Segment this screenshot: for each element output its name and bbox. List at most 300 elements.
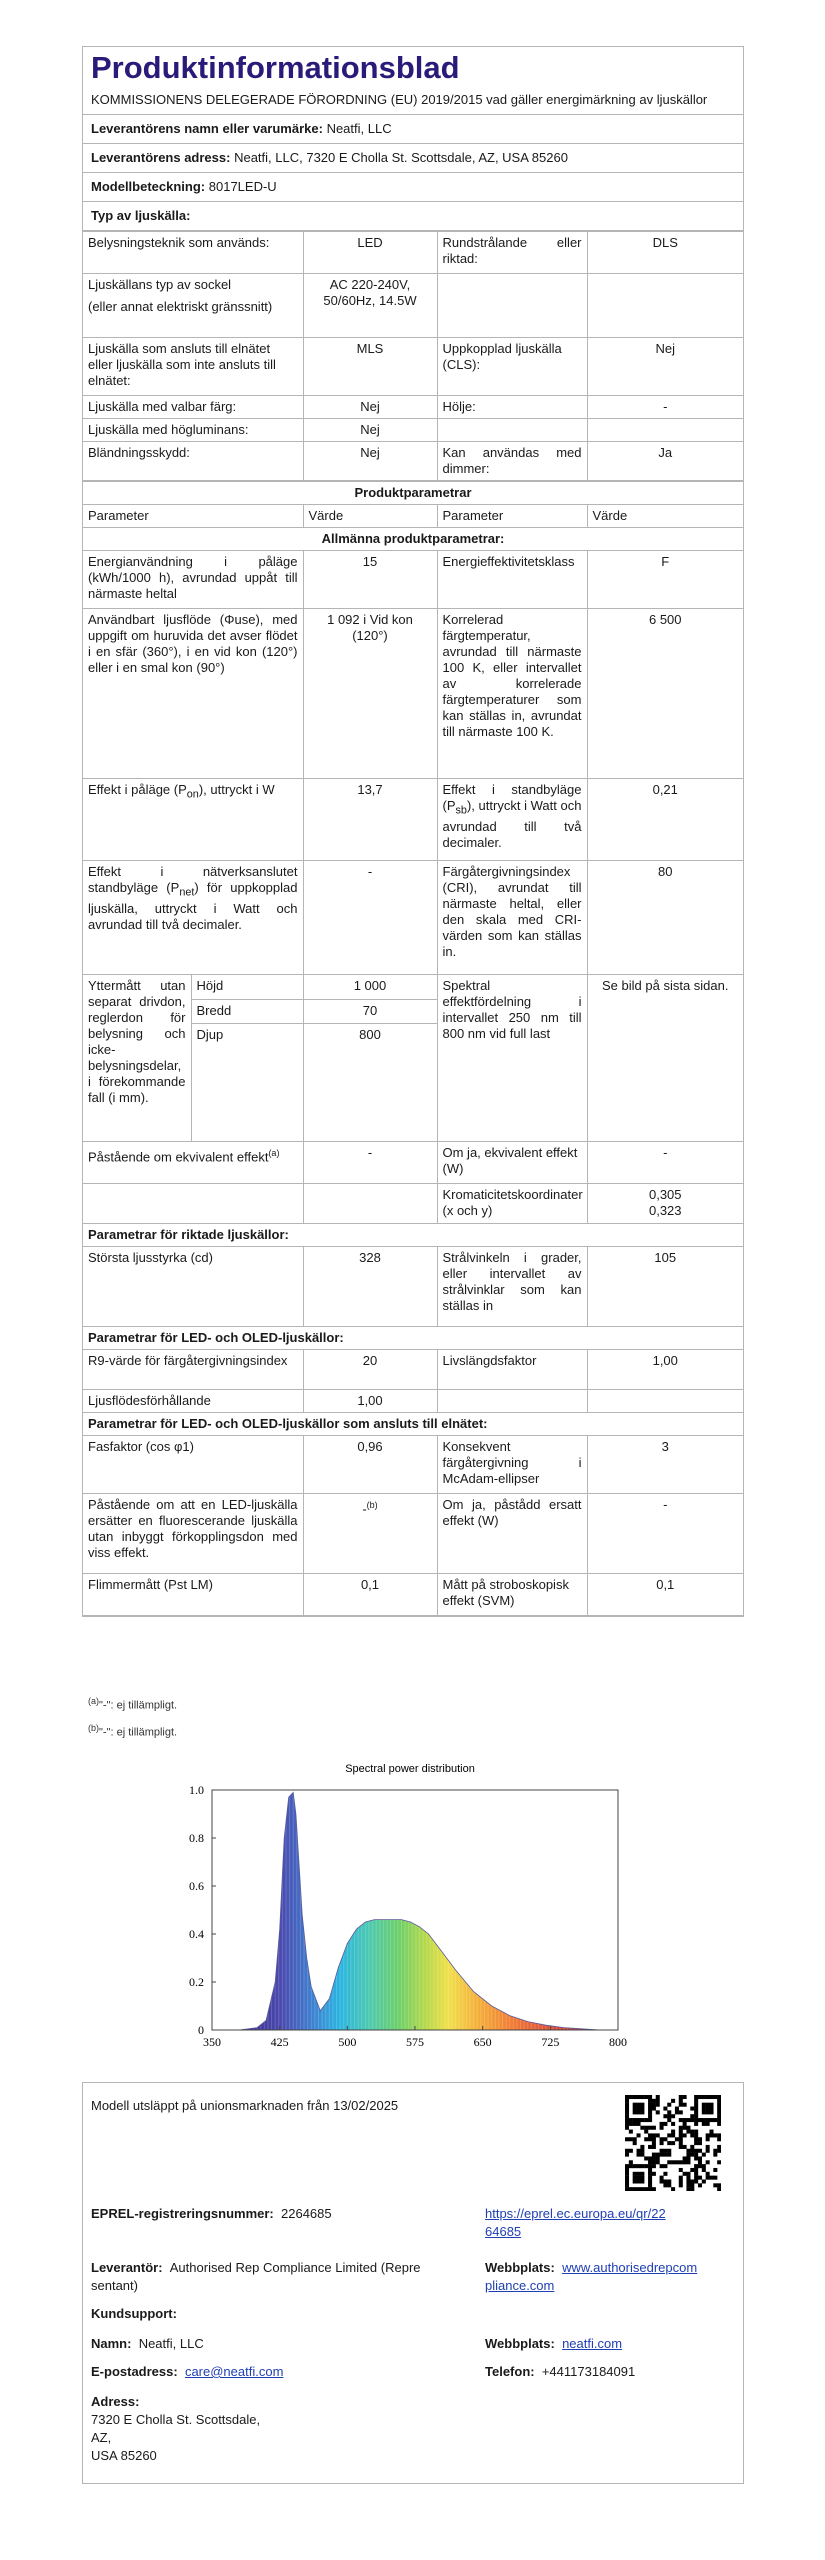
qr-module <box>679 2179 683 2183</box>
table-row <box>83 338 743 396</box>
depth-value: 800 <box>303 1024 437 1142</box>
qr-module <box>648 2110 652 2114</box>
qr-module <box>648 2137 652 2141</box>
qr-module <box>694 2168 698 2172</box>
qr-module <box>667 2110 671 2114</box>
website-row-1 <box>485 2259 697 2295</box>
address-label: Adress: <box>91 2394 140 2409</box>
directional-header: Parametrar för riktade ljuskällor: <box>83 1224 743 1247</box>
qr-module <box>679 2110 683 2114</box>
qr-module <box>667 2114 671 2118</box>
qr-module <box>698 2141 702 2145</box>
qr-module <box>683 2118 687 2122</box>
qr-module <box>686 2160 690 2164</box>
mains-header: Parametrar för LED- och OLED-ljuskällor som ansluts till elnätet: <box>83 1413 743 1436</box>
qr-module <box>629 2137 633 2141</box>
qr-module <box>640 2164 644 2168</box>
qr-module <box>679 2099 683 2103</box>
y-tick-label: 0.6 <box>189 1879 204 1893</box>
qr-module <box>690 2179 694 2183</box>
qr-module <box>706 2103 710 2107</box>
qr-module <box>640 2118 644 2122</box>
param-value: 328 <box>303 1247 437 1327</box>
qr-module <box>713 2176 717 2180</box>
qr-module <box>679 2137 683 2141</box>
qr-module <box>648 2103 652 2107</box>
release-date: Modell utsläppt på unionsmarknaden från 13/02/2025 <box>91 2098 399 2113</box>
type-label: Kan användas med dimmer: <box>437 442 587 481</box>
y-tick-label: 0.4 <box>189 1927 204 1941</box>
qr-module <box>644 2095 648 2099</box>
x-tick-label: 725 <box>541 2035 560 2049</box>
qr-module <box>652 2103 656 2107</box>
qr-module <box>663 2153 667 2157</box>
qr-module <box>717 2145 721 2149</box>
qr-module <box>717 2183 721 2187</box>
email-link[interactable]: care@neatfi.com <box>184 2364 284 2379</box>
qr-module <box>702 2179 706 2183</box>
qr-module <box>648 2145 652 2149</box>
col-header-param: Parameter <box>83 505 303 528</box>
name-label: Namn: <box>91 2336 132 2351</box>
qr-module <box>686 2130 690 2134</box>
supplier-row <box>91 2259 481 2295</box>
qr-module <box>648 2172 652 2176</box>
qr-module <box>709 2107 713 2111</box>
qr-module <box>625 2176 629 2180</box>
qr-module <box>717 2160 721 2164</box>
height-value: 1 000 <box>303 975 437 1000</box>
qr-module <box>637 2153 641 2157</box>
qr-module <box>648 2160 652 2164</box>
param-value: 13,7 <box>303 779 437 861</box>
qr-module <box>660 2179 664 2183</box>
qr-module <box>717 2187 721 2191</box>
qr-module <box>713 2133 717 2137</box>
qr-module <box>694 2141 698 2145</box>
qr-module <box>667 2118 671 2122</box>
qr-module <box>633 2176 637 2180</box>
type-value: Nej <box>303 419 437 442</box>
qr-module <box>640 2110 644 2114</box>
qr-module <box>648 2133 652 2137</box>
qr-module <box>671 2122 675 2126</box>
table-row <box>83 396 743 419</box>
qr-module <box>644 2130 648 2134</box>
type-value: DLS <box>587 232 743 274</box>
qr-module <box>706 2137 710 2141</box>
qr-module <box>679 2183 683 2187</box>
qr-module <box>702 2168 706 2172</box>
parameters-table <box>83 481 743 1616</box>
qr-module <box>694 2122 698 2126</box>
qr-module <box>698 2095 702 2099</box>
qr-code-icon[interactable] <box>625 2095 721 2191</box>
qr-module <box>644 2156 648 2160</box>
type-label: Hölje: <box>437 396 587 419</box>
qr-module <box>644 2118 648 2122</box>
qr-module <box>706 2149 710 2153</box>
param-label <box>83 1142 303 1184</box>
qr-module <box>694 2137 698 2141</box>
qr-module <box>694 2156 698 2160</box>
qr-module <box>717 2095 721 2099</box>
qr-module <box>702 2122 706 2126</box>
qr-module <box>629 2095 633 2099</box>
qr-module <box>690 2114 694 2118</box>
param-value <box>587 1184 743 1224</box>
param-value: - <box>303 1142 437 1184</box>
qr-module <box>637 2095 641 2099</box>
qr-module <box>625 2172 629 2176</box>
spectrum-stripes <box>239 1790 600 2030</box>
qr-module <box>690 2153 694 2157</box>
qr-module <box>633 2122 637 2126</box>
qr-module <box>713 2168 717 2172</box>
x-tick-label: 650 <box>473 2035 492 2049</box>
qr-module <box>625 2126 629 2130</box>
qr-module <box>625 2099 629 2103</box>
qr-module <box>640 2149 644 2153</box>
qr-module <box>679 2133 683 2137</box>
table-row <box>83 861 743 975</box>
empty-cell <box>303 1184 437 1224</box>
qr-module <box>660 2149 664 2153</box>
qr-module <box>717 2118 721 2122</box>
x-tick-label: 575 <box>406 2035 424 2049</box>
supplier-value: Authorised Rep Compliance Limited (Repre <box>169 2260 421 2275</box>
qr-module <box>648 2176 652 2180</box>
qr-module <box>625 2179 629 2183</box>
qr-module <box>648 2126 652 2130</box>
address-line1: 7320 E Cholla St. Scottsdale, <box>91 2412 261 2427</box>
param-value: 0,96 <box>303 1436 437 1494</box>
qr-module <box>648 2168 652 2172</box>
qr-module <box>637 2176 641 2180</box>
qr-module <box>667 2149 671 2153</box>
qr-module <box>648 2183 652 2187</box>
footnote-b-mark: (b) <box>88 1722 99 1733</box>
qr-module <box>648 2099 652 2103</box>
type-label: Rundstrålande eller riktad: <box>437 232 587 274</box>
qr-module <box>694 2176 698 2180</box>
table-row <box>83 528 743 551</box>
qr-module <box>686 2187 690 2191</box>
qr-module <box>706 2160 710 2164</box>
x-tick-label: 350 <box>203 2035 221 2049</box>
replace-sup: (b) <box>366 1500 378 1510</box>
chroma-y: 0,323 <box>648 1203 682 1218</box>
qr-module <box>706 2172 710 2176</box>
qr-module <box>694 2099 698 2103</box>
qr-module <box>637 2110 641 2114</box>
footnote-b-text: "-": ej tillämpligt. <box>99 1726 178 1739</box>
qr-module <box>679 2103 683 2107</box>
type-table <box>83 231 743 481</box>
qr-module <box>690 2145 694 2149</box>
col-header-value: Värde <box>587 505 743 528</box>
qr-module <box>679 2141 683 2145</box>
qr-module <box>667 2183 671 2187</box>
qr-module <box>679 2160 683 2164</box>
type-value: LED <box>303 232 437 274</box>
qr-module <box>660 2126 664 2130</box>
empty-cell <box>587 1390 743 1413</box>
qr-module <box>694 2107 698 2111</box>
qr-module <box>698 2118 702 2122</box>
qr-module <box>663 2137 667 2141</box>
qr-module <box>633 2141 637 2145</box>
qr-module <box>679 2126 683 2130</box>
qr-module <box>694 2133 698 2137</box>
qr-module <box>625 2164 629 2168</box>
qr-module <box>656 2099 660 2103</box>
qr-module <box>633 2179 637 2183</box>
qr-module <box>629 2118 633 2122</box>
table-row <box>83 274 743 338</box>
footnote-a <box>88 1690 177 1717</box>
qr-module <box>667 2179 671 2183</box>
type-header <box>83 202 743 231</box>
qr-module <box>633 2187 637 2191</box>
address-line2: AZ, <box>91 2430 112 2445</box>
empty-cell <box>437 1390 587 1413</box>
qr-module <box>698 2183 702 2187</box>
qr-module <box>633 2164 637 2168</box>
pon-sub: on <box>186 788 199 801</box>
table-row <box>83 1142 743 1184</box>
qr-module <box>694 2110 698 2114</box>
psb-sub: sb <box>455 804 467 817</box>
qr-module <box>660 2153 664 2157</box>
param-label <box>83 779 303 861</box>
qr-module <box>694 2114 698 2118</box>
qr-module <box>683 2160 687 2164</box>
qr-module <box>640 2107 644 2111</box>
qr-module <box>698 2156 702 2160</box>
qr-module <box>694 2149 698 2153</box>
website-label: Webbplats: <box>485 2260 555 2275</box>
param-label: Om ja, påstådd ersatt effekt (W) <box>437 1494 587 1574</box>
param-label: Påstående om att en LED-ljuskälla ersätter en fluorescerande ljuskälla utan inbyggt förkopplingsdon med viss effekt. <box>83 1494 303 1574</box>
qr-module <box>671 2187 675 2191</box>
table-row <box>83 1413 743 1436</box>
y-tick-label: 0.8 <box>189 1831 204 1845</box>
qr-module <box>637 2187 641 2191</box>
qr-module <box>671 2114 675 2118</box>
param-value: 3 <box>587 1436 743 1494</box>
qr-module <box>637 2149 641 2153</box>
socket-label-note: (eller annat elektriskt gränssnitt) <box>88 299 273 314</box>
qr-module <box>644 2137 648 2141</box>
footnote-a-text: "-": ej tillämpligt. <box>99 1699 178 1712</box>
table-row <box>83 1436 743 1494</box>
qr-module <box>717 2133 721 2137</box>
qr-module <box>625 2187 629 2191</box>
footer-box <box>82 2082 744 2484</box>
param-value <box>303 1494 437 1574</box>
qr-module <box>706 2095 710 2099</box>
pnet-sub: net <box>179 886 195 899</box>
qr-module <box>648 2118 652 2122</box>
qr-module <box>713 2149 717 2153</box>
company-website-link[interactable]: neatfi.com <box>562 2336 623 2351</box>
x-tick-label: 425 <box>270 2035 289 2049</box>
qr-module <box>652 2164 656 2168</box>
param-value: F <box>587 551 743 609</box>
qr-module <box>698 2164 702 2168</box>
eprel-link[interactable] <box>485 2205 666 2241</box>
qr-module <box>717 2103 721 2107</box>
qr-module <box>717 2110 721 2114</box>
qr-module <box>702 2110 706 2114</box>
qr-module <box>717 2149 721 2153</box>
type-value: Nej <box>303 442 437 481</box>
qr-module <box>660 2176 664 2180</box>
qr-module <box>652 2172 656 2176</box>
model-row <box>83 173 743 202</box>
type-header-label: Typ av ljuskälla: <box>91 208 191 223</box>
qr-module <box>625 2122 629 2126</box>
qr-module <box>637 2107 641 2111</box>
qr-module <box>637 2122 641 2126</box>
depth-label: Djup <box>191 1024 303 1142</box>
qr-module <box>652 2126 656 2130</box>
param-label: Strålvinkeln i grader, eller intervallet av strålvinklar som kan ställas in <box>437 1247 587 1327</box>
eprel-value: 2264685 <box>281 2206 332 2221</box>
qr-module <box>663 2122 667 2126</box>
param-value: 0,1 <box>587 1574 743 1616</box>
table-row <box>83 1574 743 1616</box>
supplier-address-label: Leverantörens adress: <box>91 150 231 165</box>
qr-module <box>640 2179 644 2183</box>
qr-module <box>656 2103 660 2107</box>
qr-module <box>629 2187 633 2191</box>
qr-module <box>702 2103 706 2107</box>
type-value: - <box>587 396 743 419</box>
qr-module <box>633 2095 637 2099</box>
param-label <box>437 779 587 861</box>
qr-module <box>690 2187 694 2191</box>
model-value: 8017LED-U <box>208 179 277 194</box>
type-label: Ljuskälla med högluminans: <box>83 419 303 442</box>
name-value: Neatfi, LLC <box>138 2336 204 2351</box>
qr-module <box>637 2179 641 2183</box>
supplier-address-value: Neatfi, LLC, 7320 E Cholla St. Scottsdale, AZ, USA 85260 <box>234 150 568 165</box>
qr-module <box>663 2114 667 2118</box>
supplier-website-link[interactable]: www.authorisedrepcom <box>562 2260 698 2275</box>
psb-label-end: ), uttryckt i Watt och avrundad till två decimaler. <box>442 798 582 850</box>
qr-module <box>629 2130 633 2134</box>
qr-module <box>652 2107 656 2111</box>
qr-module <box>690 2168 694 2172</box>
supplier-website-link-cont[interactable]: pliance.com <box>485 2278 555 2293</box>
qr-module <box>648 2156 652 2160</box>
qr-module <box>713 2153 717 2157</box>
qr-module <box>686 2126 690 2130</box>
supplier-name-label: Leverantörens namn eller varumärke: <box>91 121 323 136</box>
param-value: - <box>587 1142 743 1184</box>
type-label <box>437 419 587 442</box>
qr-module <box>625 2149 629 2153</box>
qr-module <box>648 2114 652 2118</box>
regulation-subtitle: KOMMISSIONENS DELEGERADE FÖRORDNING (EU) 2019/2015 vad gäller energimärkning av ljuskällor <box>83 87 743 115</box>
qr-module <box>625 2168 629 2172</box>
width-label: Bredd <box>191 999 303 1024</box>
qr-module <box>706 2118 710 2122</box>
param-label: Korrelerad färgtemperatur, avrundad till närmaste 100 K, eller intervallet av korrelerade färgtemperaturer som kan ställas in, avrundat till närmaste 100 K. <box>437 609 587 779</box>
type-value: Nej <box>303 396 437 419</box>
replace-value: - <box>362 1501 367 1517</box>
qr-module <box>644 2164 648 2168</box>
qr-module <box>656 2110 660 2114</box>
qr-module <box>652 2137 656 2141</box>
qr-module <box>663 2149 667 2153</box>
param-value: 80 <box>587 861 743 975</box>
param-label: Spektral effektfördelning i intervallet 250 nm till 800 nm vid full last <box>437 975 587 1142</box>
qr-module <box>648 2187 652 2191</box>
qr-module <box>717 2099 721 2103</box>
qr-module <box>698 2176 702 2180</box>
qr-module <box>679 2095 683 2099</box>
qr-module <box>683 2145 687 2149</box>
table-row <box>83 1327 743 1350</box>
address-block <box>91 2393 260 2465</box>
qr-module <box>698 2160 702 2164</box>
qr-module <box>640 2126 644 2130</box>
y-tick-label: 1.0 <box>189 1783 204 1797</box>
qr-module <box>702 2118 706 2122</box>
qr-module <box>706 2145 710 2149</box>
param-value: 105 <box>587 1247 743 1327</box>
qr-module <box>637 2172 641 2176</box>
qr-module <box>656 2153 660 2157</box>
qr-module <box>667 2103 671 2107</box>
table-row <box>83 505 743 528</box>
qr-module <box>683 2126 687 2130</box>
pon-label-end: ), uttryckt i W <box>198 782 275 797</box>
qr-module <box>663 2172 667 2176</box>
param-value: - <box>587 1494 743 1574</box>
qr-module <box>686 2156 690 2160</box>
qr-module <box>637 2118 641 2122</box>
qr-module <box>675 2160 679 2164</box>
qr-module <box>713 2095 717 2099</box>
page-title: Produktinformationsblad <box>91 50 460 85</box>
qr-module <box>683 2095 687 2099</box>
qr-module <box>637 2133 641 2137</box>
qr-module <box>686 2172 690 2176</box>
table-row <box>83 609 743 779</box>
type-label <box>437 274 587 338</box>
qr-module <box>652 2145 656 2149</box>
qr-module <box>683 2172 687 2176</box>
footnotes <box>88 1690 177 1743</box>
param-value: - <box>303 861 437 975</box>
equiv-sup: (a) <box>268 1148 280 1158</box>
qr-module <box>656 2156 660 2160</box>
qr-module <box>717 2137 721 2141</box>
spectral-chart <box>140 1760 640 2070</box>
address-line3: USA 85260 <box>91 2448 157 2463</box>
qr-module <box>663 2107 667 2111</box>
type-label: Uppkopplad ljuskälla (CLS): <box>437 338 587 396</box>
qr-module <box>663 2179 667 2183</box>
qr-module <box>702 2095 706 2099</box>
qr-module <box>683 2103 687 2107</box>
table-row <box>83 1390 743 1413</box>
supplier-name-value: Neatfi, LLC <box>326 121 392 136</box>
